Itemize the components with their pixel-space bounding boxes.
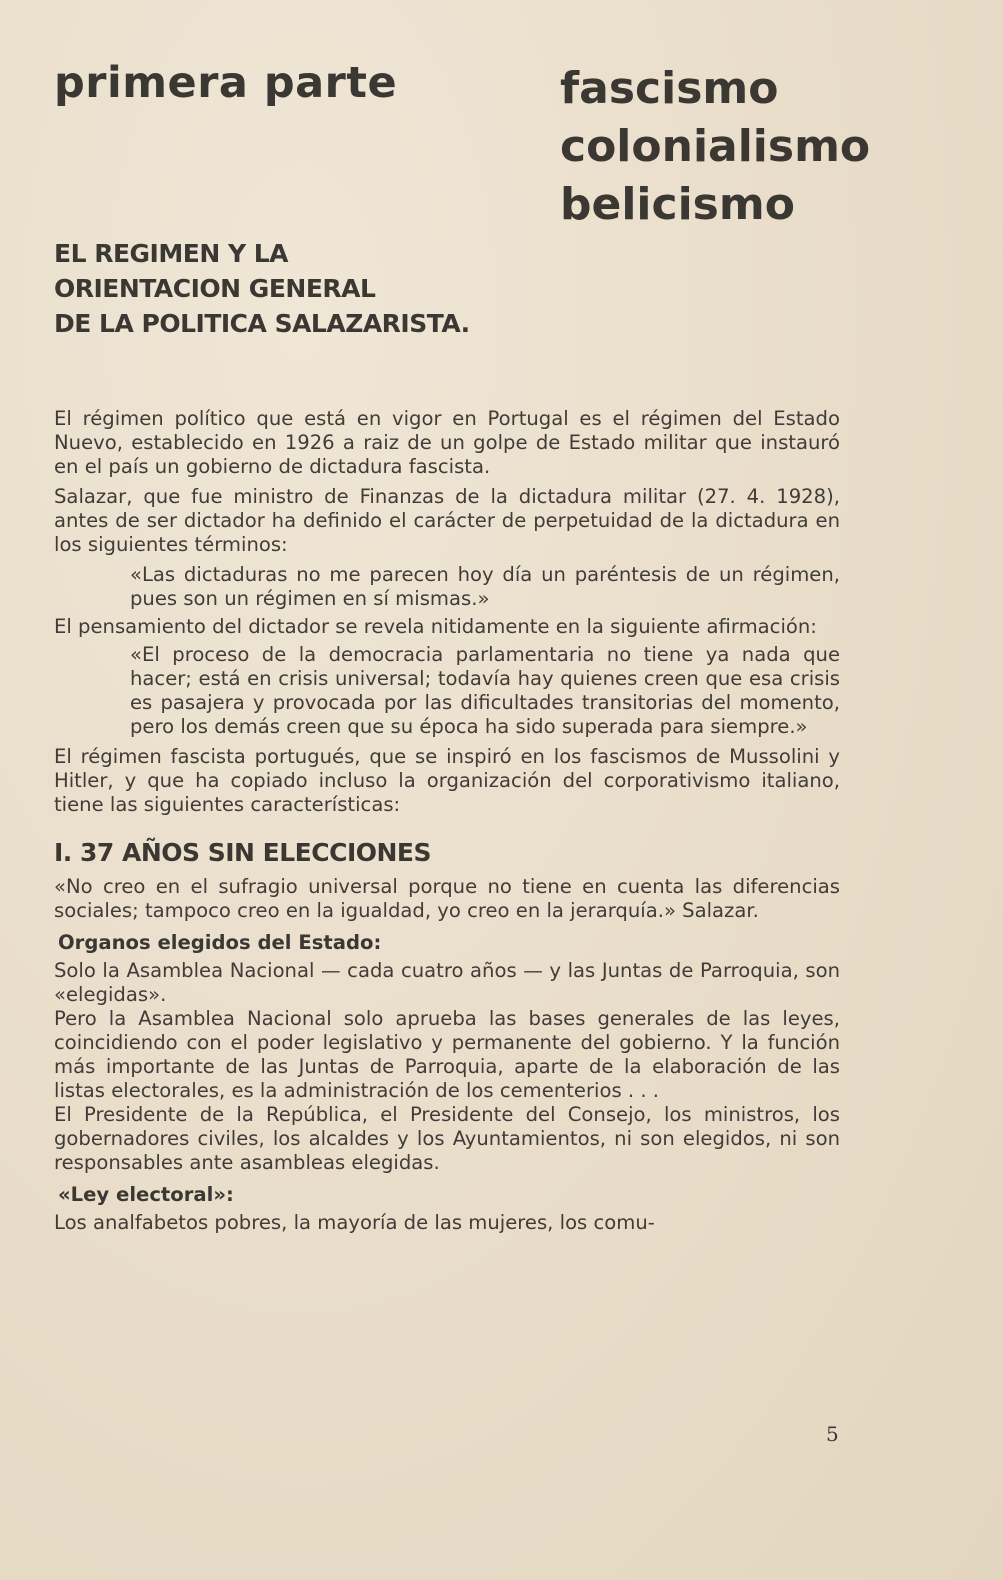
paragraph-organos-1: Solo la Asamblea Nacional — cada cuatro años — y las Juntas de Parroquia, son «elegidas». [54, 959, 840, 1006]
chapter-title-line-1: EL REGIMEN Y LA [54, 239, 289, 268]
part-title: primera parte [54, 58, 398, 108]
paragraph-organos-2: Pero la Asamblea Nacional solo aprueba las bases generales de las leyes, coincidiendo con el poder legislativo y permanente del gobierno. Y la función más importante de las Juntas de Parroquia, aparte de la elaboración de las listas electorales, es la administración de los cementerios . . . [54, 1007, 840, 1102]
body-text [54, 407, 840, 1235]
chapter-title-line-3: DE LA POLITICA SALAZARISTA. [54, 309, 470, 338]
theme-belicismo: belicismo [560, 179, 795, 230]
theme-fascismo: fascismo [560, 63, 779, 114]
quote-dictaduras: «Las dictaduras no me parecen hoy día un paréntesis de un régimen, pues son un régimen en sí mismas.» [130, 563, 840, 610]
page-number: 5 [826, 1422, 839, 1446]
theme-colonialismo: colonialismo [560, 121, 871, 172]
chapter-title [54, 236, 470, 341]
chapter-title-line-2: ORIENTACION GENERAL [54, 274, 376, 303]
quote-sufragio: «No creo en el sufragio universal porque no tiene en cuenta las diferencias sociales; tampoco creo en la igualdad, yo creo en la jerarquía.» Salazar. [54, 875, 840, 922]
paragraph-pensamiento: El pensamiento del dictador se revela nitidamente en la siguiente afirmación: [54, 615, 817, 638]
paragraph-salazar: Salazar, que fue ministro de Finanzas de la dictadura militar (27. 4. 1928), antes de ser dictador ha definido el carácter de perpetuidad de la dictadura en los siguientes términos: [54, 485, 840, 556]
paragraph-ley-electoral: Los analfabetos pobres, la mayoría de las mujeres, los comu- [54, 1211, 655, 1234]
subheading-organos: Organos elegidos del Estado: [58, 931, 382, 954]
paragraph-regime: El régimen político que está en vigor en Portugal es el régimen del Estado Nuevo, establecido en 1926 a raiz de un golpe de Estado militar que instauró en el país un gobierno de dictadura fascista. [54, 407, 840, 478]
section-heading-elecciones: I. 37 AÑOS SIN ELECCIONES [54, 838, 432, 867]
paragraph-caracteristicas: El régimen fascista portugués, que se inspiró en los fascismos de Mussolini y Hitler, y que ha copiado incluso la organización del corporativismo italiano, tiene las siguientes características: [54, 745, 840, 816]
paragraph-organos-3: El Presidente de la República, el Presidente del Consejo, los ministros, los gobernadores civiles, los alcaldes y los Ayuntamientos, ni son elegidos, ni son responsables ante asambleas elegidas. [54, 1103, 840, 1174]
themes-list [560, 60, 870, 234]
subheading-ley-electoral: «Ley electoral»: [58, 1183, 234, 1206]
quote-democracia: «El proceso de la democracia parlamentaria no tiene ya nada que hacer; está en crisis universal; todavía hay quienes creen que esa crisis es pasajera y provocada por las dificultades transitorias del momento, pero los demás creen que su época ha sido superada para siempre.» [130, 643, 840, 738]
